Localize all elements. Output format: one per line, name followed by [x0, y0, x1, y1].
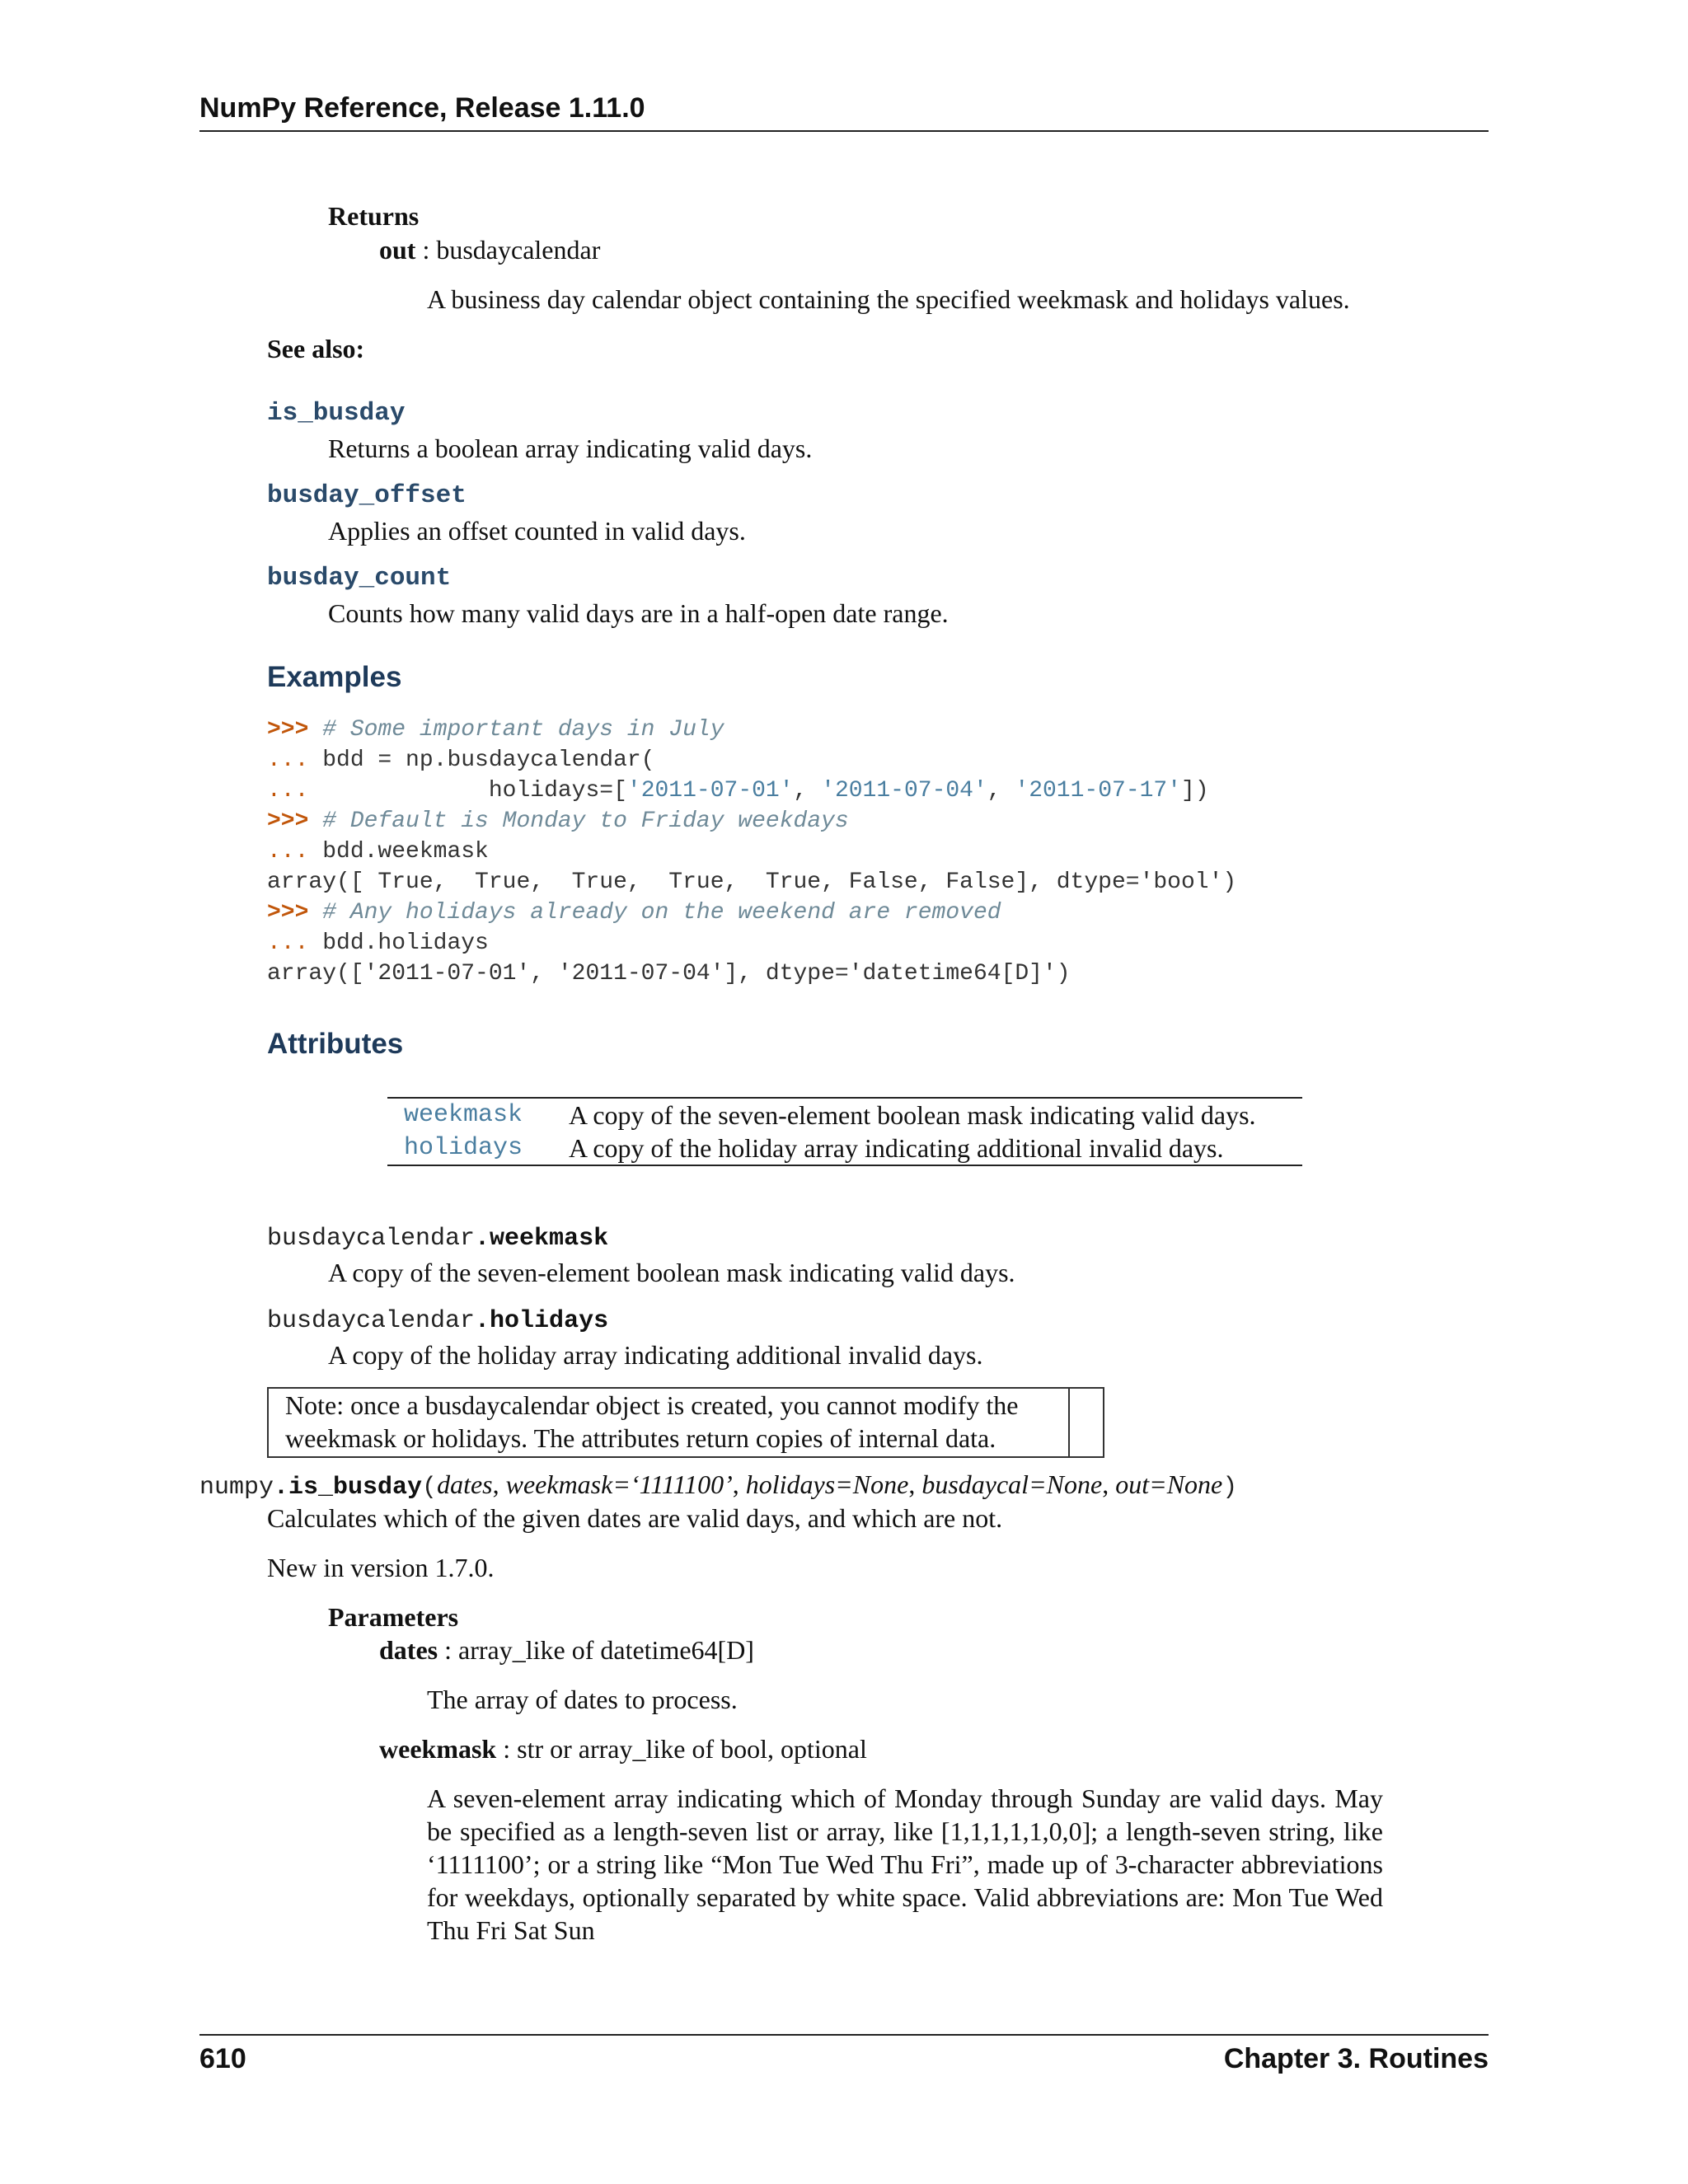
see-also-desc-busday-count: Counts how many valid days are in a half-open date range. [328, 598, 949, 628]
note-line-1: Note: once a busdaycalendar object is created, you cannot modify the [285, 1390, 1019, 1420]
param-weekmask-name: weekmask [379, 1734, 497, 1764]
param-dates-name: dates [379, 1635, 438, 1665]
code-line-7: >>> # Any holidays already on the weekend are removed [267, 900, 1001, 926]
attr-def-holidays-description: A copy of the holiday array indicating additional invalid days. [328, 1340, 983, 1370]
sig-arg-holidays: holidays=None [745, 1469, 909, 1499]
page-number: 610 [199, 2043, 246, 2074]
header-rule [199, 130, 1489, 132]
attr-def-weekmask-signature: busdaycalendar.weekmask [267, 1225, 609, 1253]
see-also-link-busday-offset[interactable]: busday_offset [267, 481, 467, 510]
attributes-table-row [387, 1132, 1302, 1165]
running-header-title: NumPy Reference, Release 1.11.0 [199, 92, 645, 124]
attributes-heading: Attributes [267, 1028, 404, 1060]
note-divider [1068, 1389, 1070, 1456]
code-line-2: ... bdd = np.busdaycalendar( [267, 748, 655, 773]
param-dates-line [379, 1633, 754, 1666]
sig-arg-busdaycal: busdaycal=None [921, 1469, 1103, 1499]
code-block [267, 715, 1236, 989]
attr-link-holidays[interactable]: holidays [404, 1134, 523, 1162]
footer-rule [199, 2034, 1489, 2036]
param-weekmask-desc: A seven-element array indicating which of Monday through Sunday are valid days. May be specified as a length-seven list or array, like [1,1,1,1,1,0,0]; a length-seven string, like ‘1111100’; or a string like “Mon Tue Wed Thu Fri”, made up of 3-character abbreviations for weekdays, optionally separated by white space. Valid abbreviations are: Mon Tue Wed Thu Fri Sat Sun [427, 1783, 1383, 1945]
sig-arg-dates: dates [437, 1469, 493, 1499]
chapter-title: Chapter 3. Routines [1223, 2043, 1489, 2074]
param-weekmask-line [379, 1732, 867, 1765]
code-line-9: array(['2011-07-01', '2011-07-04'], dtype='datetime64[D]') [267, 961, 1071, 987]
code-line-3: ... holidays=['2011-07-01', '2011-07-04', '2011-07-17']) [267, 778, 1209, 804]
attr-def-weekmask-description: A copy of the seven-element boolean mask indicating valid days. [328, 1258, 1015, 1287]
attr-link-weekmask[interactable]: weekmask [404, 1101, 523, 1129]
param-dates-type: : array_like of datetime64[D] [438, 1635, 754, 1665]
is-busday-summary: Calculates which of the given dates are valid days, and which are not. [267, 1503, 1003, 1533]
attr-desc-weekmask: A copy of the seven-element boolean mask indicating valid days. [569, 1099, 1256, 1130]
returns-out-type: : busdaycalendar [415, 235, 601, 265]
sig-arg-out: out=None [1115, 1469, 1223, 1499]
sig-arg-weekmask: weekmask=‘1111100’ [505, 1469, 733, 1499]
note-line-2: weekmask or holidays. The attributes return copies of internal data. [285, 1423, 996, 1453]
code-line-5: ... bdd.weekmask [267, 839, 489, 865]
see-also-link-is-busday[interactable]: is_busday [267, 399, 406, 428]
code-line-4: >>> # Default is Monday to Friday weekdays [267, 808, 849, 834]
parameters-heading: Parameters [328, 1602, 459, 1632]
param-dates-desc: The array of dates to process. [427, 1685, 738, 1714]
see-also-link-busday-count[interactable]: busday_count [267, 564, 452, 593]
attr-desc-holidays: A copy of the holiday array indicating additional invalid days. [569, 1132, 1224, 1163]
is-busday-signature: numpy.is_busday(dates, weekmask=‘1111100’, holidays=None, busdaycal=None, out=None) [199, 1469, 1238, 1502]
code-line-8: ... bdd.holidays [267, 930, 489, 956]
code-line-6: array([ True, True, True, True, True, False, False], dtype='bool') [267, 869, 1237, 895]
see-also-heading: See also: [267, 334, 365, 363]
examples-heading: Examples [267, 661, 402, 693]
attr-def-holidays-signature: busdaycalendar.holidays [267, 1307, 609, 1335]
code-line-1: >>> # Some important days in July [267, 717, 724, 743]
note-box [267, 1387, 1104, 1458]
attributes-table [387, 1097, 1302, 1166]
see-also-desc-busday-offset: Applies an offset counted in valid days. [328, 516, 746, 546]
returns-heading: Returns [328, 201, 420, 231]
is-busday-version: New in version 1.7.0. [267, 1553, 495, 1582]
param-weekmask-type: : str or array_like of bool, optional [496, 1734, 867, 1764]
returns-out-desc: A business day calendar object containing the specified weekmask and holidays values. [427, 284, 1350, 314]
returns-out-line [379, 233, 600, 266]
note-text [285, 1389, 1060, 1455]
attributes-table-row [387, 1099, 1302, 1132]
returns-out-name: out [379, 235, 416, 265]
see-also-desc-is-busday: Returns a boolean array indicating valid days. [328, 434, 813, 463]
